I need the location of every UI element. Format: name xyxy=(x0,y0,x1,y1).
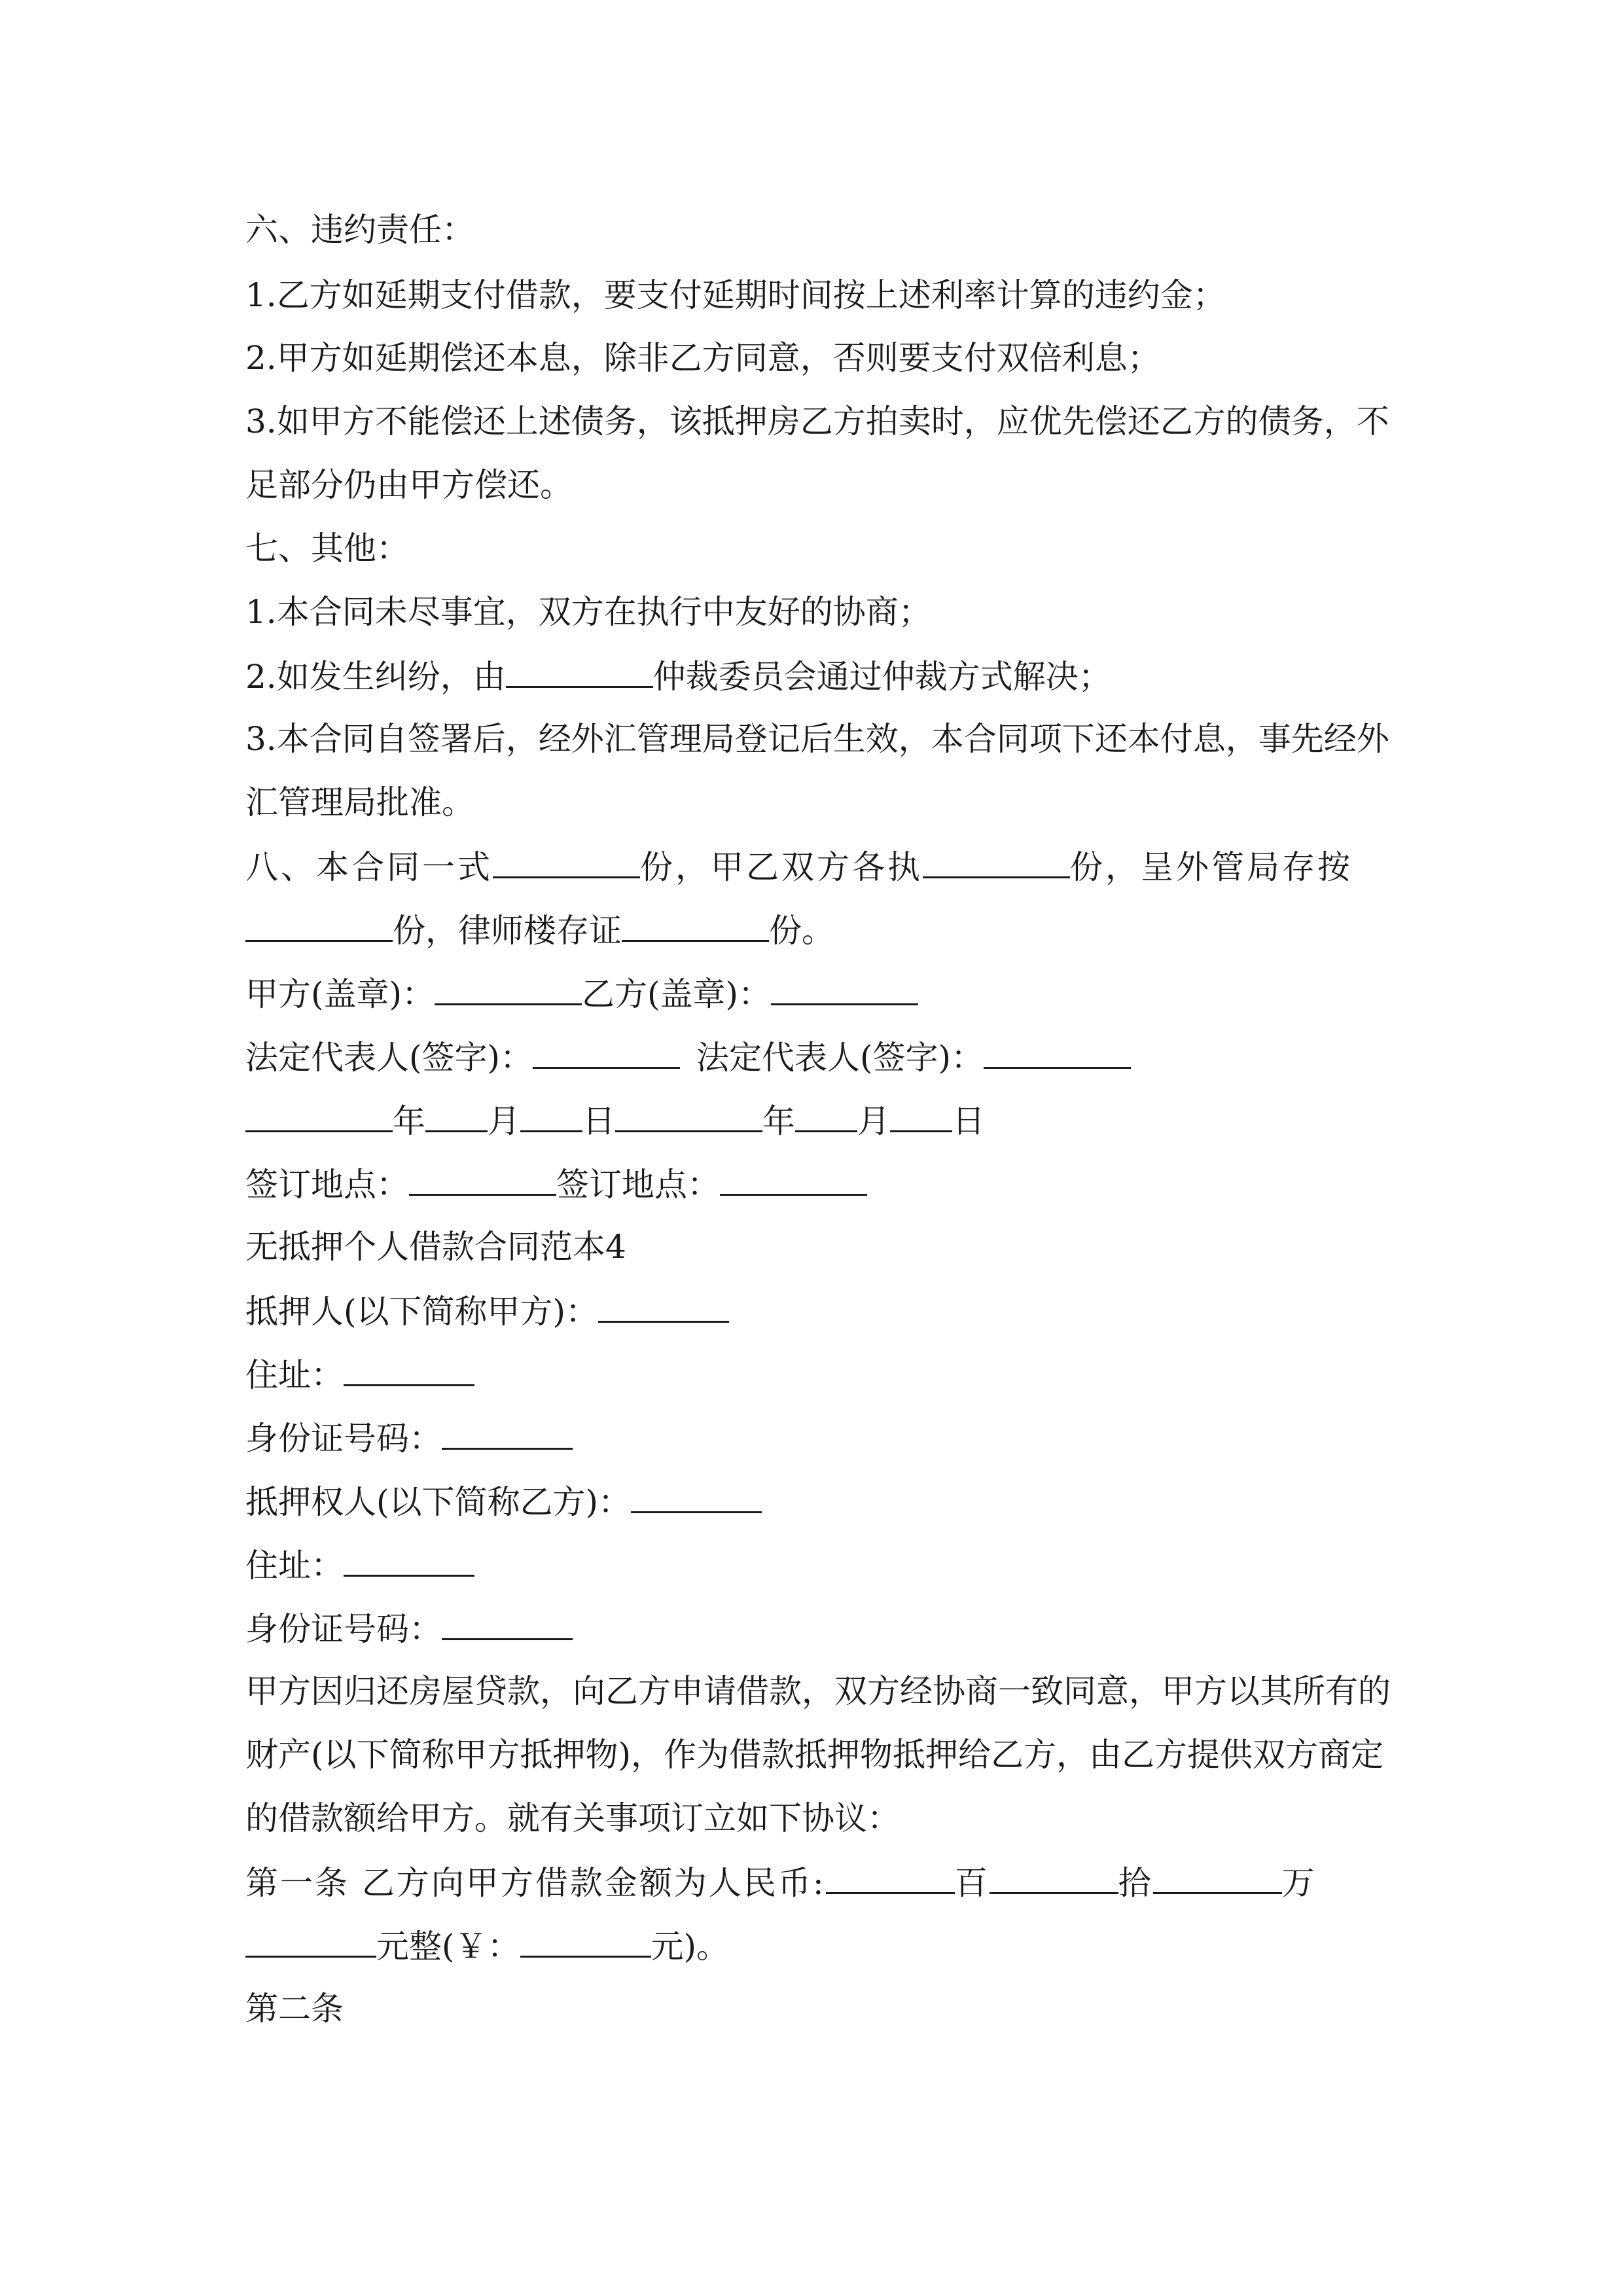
day-a-label: 日 xyxy=(582,1102,615,1140)
section6-item3-line1: 3.如甲方不能偿还上述债务，该抵押房乙方拍卖时，应优先偿还乙方的债务，不 xyxy=(245,403,1389,440)
mortgagee-blank xyxy=(631,1481,762,1513)
section6-item3-line2: 足部分仍由甲方偿还。 xyxy=(245,466,573,504)
address-b-line xyxy=(245,1545,474,1585)
mortgagee-label: 抵押权人(以下简称乙方)： xyxy=(245,1483,632,1521)
party-b-seal-blank xyxy=(771,973,918,1005)
id-b-label: 身份证号码： xyxy=(245,1610,442,1648)
article1-tenthousand: 万 xyxy=(1281,1864,1317,1902)
year-a-label: 年 xyxy=(393,1102,425,1140)
amount-numeric-blank xyxy=(520,1926,651,1958)
year-b-label: 年 xyxy=(762,1102,795,1140)
section8-line1 xyxy=(245,846,1353,887)
section8-part4: 份，律师楼存证 xyxy=(393,912,622,950)
id-b-blank xyxy=(442,1608,573,1640)
section6-item1: 1.乙方如延期支付借款，要支付延期时间按上述利率计算的违约金； xyxy=(245,276,1226,314)
legal-rep-a-blank xyxy=(533,1037,680,1069)
article1-line2 xyxy=(245,1926,729,1966)
party-a-seal-label: 甲方(盖章)： xyxy=(245,975,435,1013)
place-b-blank xyxy=(720,1164,867,1196)
copies-total-blank xyxy=(493,846,640,878)
mortgagor-label: 抵押人(以下简称甲方)： xyxy=(245,1293,599,1331)
date-line xyxy=(245,1100,985,1141)
section7-item2 xyxy=(245,656,1111,696)
month-a-blank xyxy=(425,1100,488,1132)
article2-heading: 第二条 xyxy=(245,1990,344,2028)
section8-part2: 份，甲乙双方各执 xyxy=(640,848,923,886)
mortgagee-line xyxy=(245,1481,762,1522)
party-a-seal-blank xyxy=(435,973,582,1005)
place-line xyxy=(245,1164,867,1204)
legal-rep-b-label: 法定代表人(签字)： xyxy=(696,1039,984,1077)
amount-ten-blank xyxy=(990,1862,1118,1894)
mortgagor-blank xyxy=(598,1291,729,1323)
place-a-label: 签订地点： xyxy=(245,1166,409,1204)
month-a-label: 月 xyxy=(488,1102,520,1140)
copies-lawyer-blank xyxy=(622,910,769,942)
year-a-blank xyxy=(245,1100,393,1132)
article1-end: 元)。 xyxy=(651,1928,730,1965)
address-b-label: 住址： xyxy=(245,1547,344,1585)
place-b-label: 签订地点： xyxy=(556,1166,720,1204)
section7-item2-suffix: 仲裁委员会通过仲裁方式解决； xyxy=(652,658,1111,696)
month-b-blank xyxy=(795,1100,857,1132)
month-b-label: 月 xyxy=(857,1102,890,1140)
legal-rep-b-blank xyxy=(984,1037,1131,1069)
section7-title: 七、其他： xyxy=(245,529,409,567)
section8-part5: 份。 xyxy=(769,912,834,950)
id-b-line xyxy=(245,1608,573,1649)
amount-hundred-blank xyxy=(826,1862,955,1894)
place-a-blank xyxy=(409,1164,556,1196)
section7-item2-prefix: 2.如发生纠纷，由 xyxy=(245,658,506,696)
day-a-blank xyxy=(520,1100,582,1132)
seal-line xyxy=(245,973,918,1014)
id-a-label: 身份证号码： xyxy=(245,1420,442,1458)
section6-item2: 2.甲方如延期偿还本息，除非乙方同意，否则要支付双倍利息； xyxy=(245,339,1160,377)
copies-each-blank xyxy=(923,846,1070,878)
template4-title: 无抵押个人借款合同范本4 xyxy=(245,1228,626,1266)
amount-yuan-blank xyxy=(245,1926,376,1958)
mortgagor-line xyxy=(245,1291,729,1331)
address-b-blank xyxy=(344,1545,474,1577)
address-a-label: 住址： xyxy=(245,1356,344,1394)
section7-item3-line2: 汇管理局批准。 xyxy=(245,783,474,821)
article1-ten: 拾 xyxy=(1118,1864,1153,1902)
section8-line2 xyxy=(245,910,834,950)
legal-rep-a-label: 法定代表人(签字)： xyxy=(245,1039,533,1077)
year-b-blank xyxy=(615,1100,762,1132)
id-a-line xyxy=(245,1418,573,1458)
section8-part1: 八、本合同一式 xyxy=(245,848,493,886)
intro-line1: 甲方因归还房屋贷款，向乙方申请借款，双方经协商一致同意，甲方以其所有的 xyxy=(245,1672,1391,1710)
intro-line2: 财产(以下简称甲方抵押物)，作为借款抵押物抵押给乙方，由乙方提供双方商定 xyxy=(245,1736,1384,1774)
article1-hundred: 百 xyxy=(954,1864,990,1902)
amount-tenthousand-blank xyxy=(1153,1862,1282,1894)
party-b-seal-label: 乙方(盖章)： xyxy=(582,975,772,1013)
article1-yuan: 元整(￥： xyxy=(376,1928,520,1965)
address-a-blank xyxy=(344,1354,474,1386)
section6-title: 六、违约责任： xyxy=(245,211,474,249)
article1-line1 xyxy=(245,1862,1317,1903)
intro-line3: 的借款额给甲方。就有关事项订立如下协议： xyxy=(245,1799,900,1837)
legal-rep-line xyxy=(245,1037,1131,1077)
arbitration-commission-blank xyxy=(506,656,653,688)
day-b-label: 日 xyxy=(952,1102,985,1140)
section8-part3: 份，呈外管局存按 xyxy=(1070,848,1353,886)
article1-prefix: 第一条 乙方向甲方借款金额为人民币: xyxy=(245,1864,826,1902)
copies-forex-blank xyxy=(245,910,393,942)
day-b-blank xyxy=(890,1100,952,1132)
section7-item3-line1: 3.本合同自签署后，经外汇管理局登记后生效，本合同项下还本付息，事先经外 xyxy=(245,720,1389,758)
section7-item1: 1.本合同未尽事宜，双方在执行中友好的协商； xyxy=(245,593,931,631)
address-a-line xyxy=(245,1354,474,1395)
id-a-blank xyxy=(442,1418,573,1450)
